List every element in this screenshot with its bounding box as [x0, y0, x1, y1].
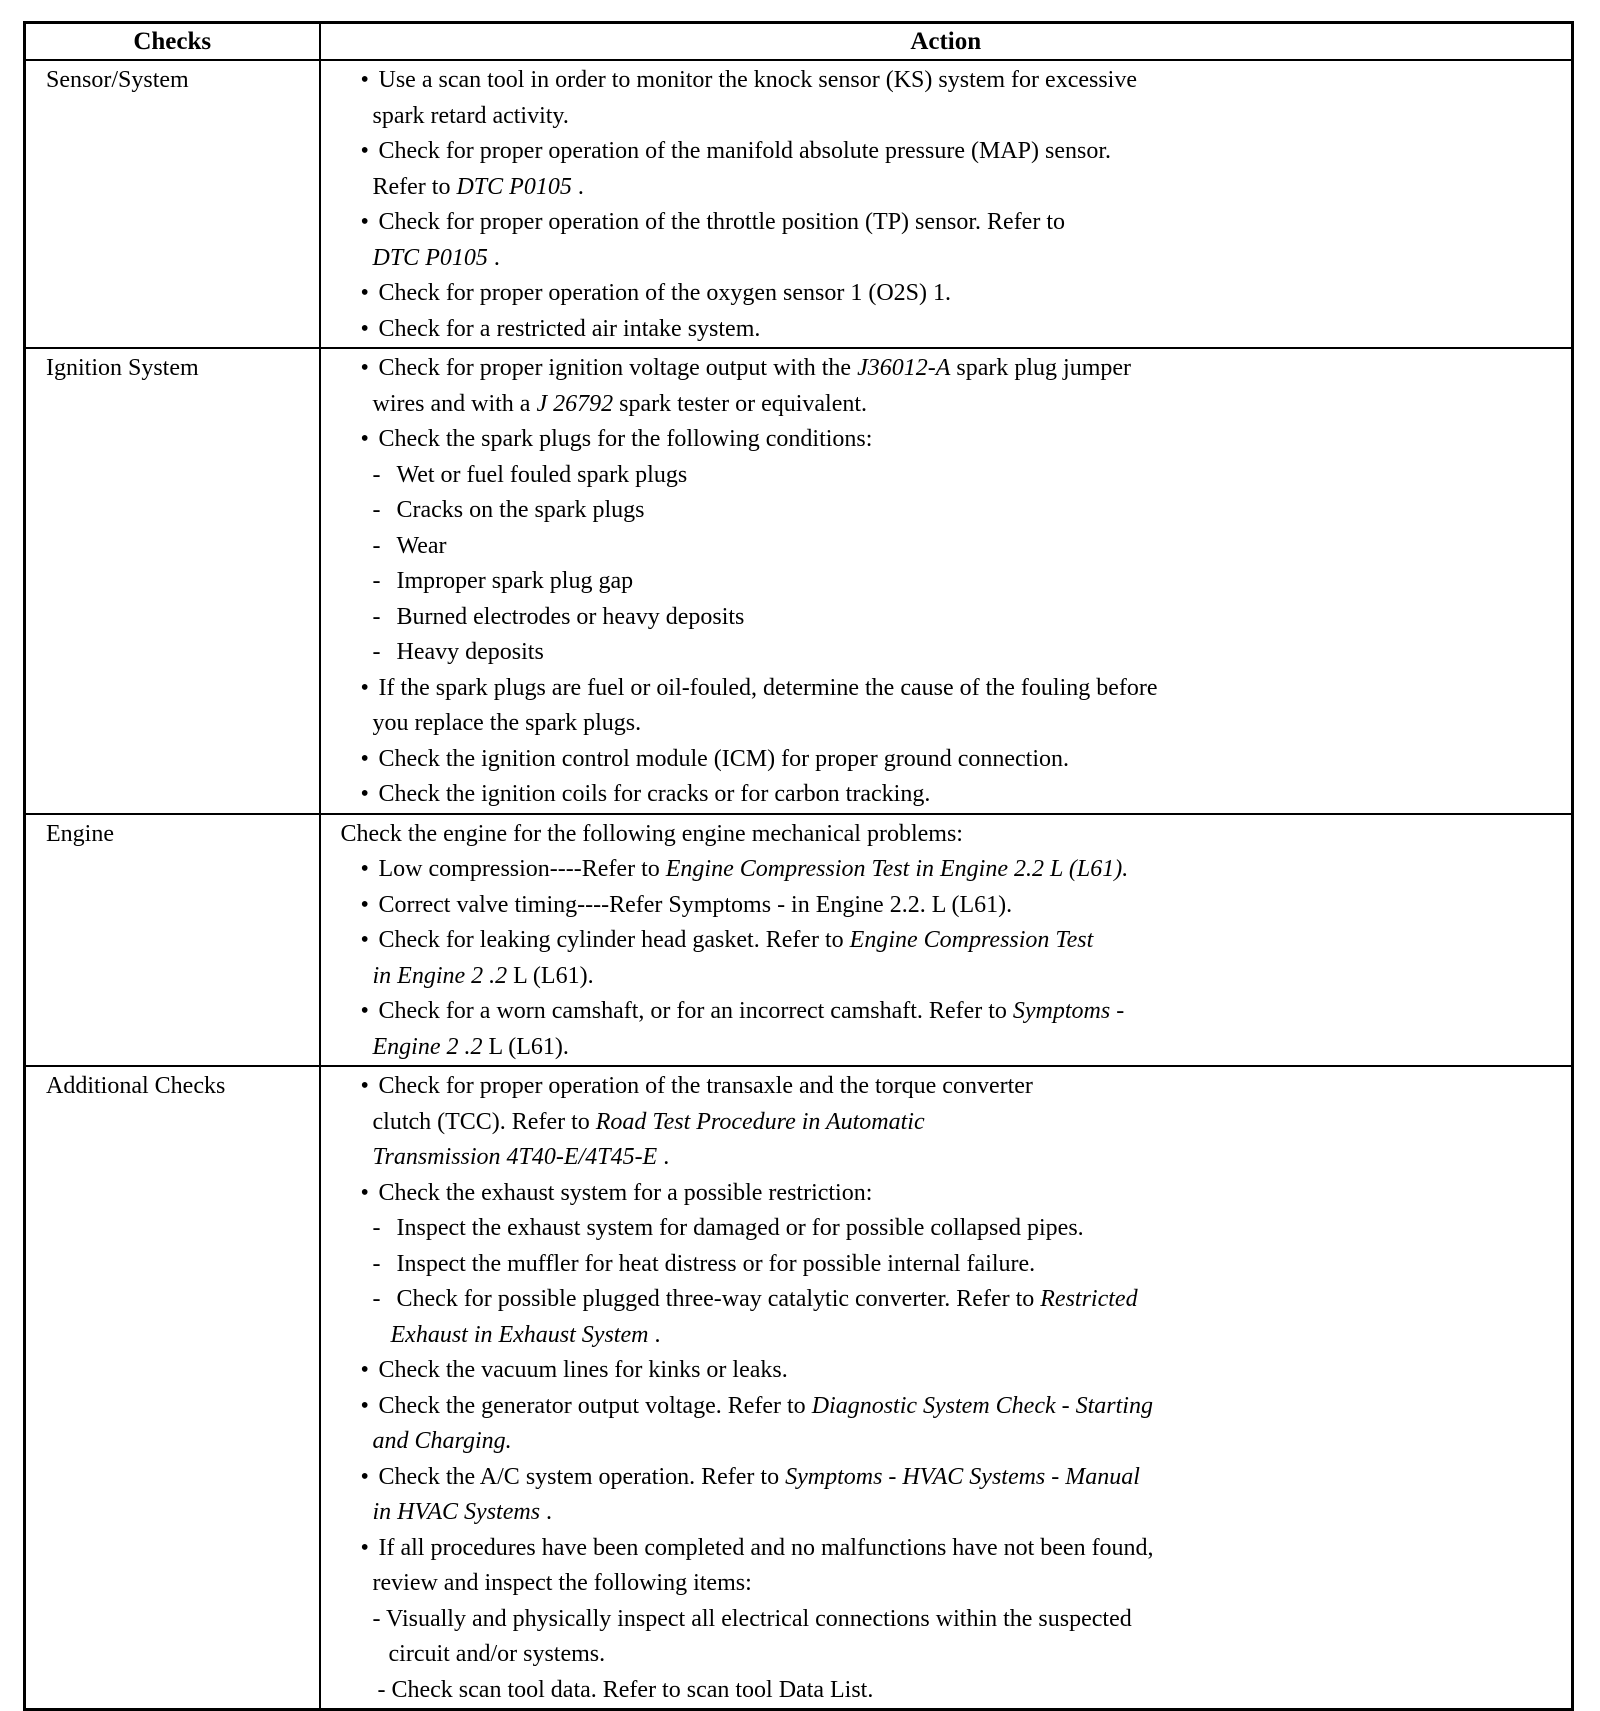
reference-text: Restricted — [1040, 1286, 1138, 1312]
text-segment: Check the engine for the following engine mechanical problems: — [340, 820, 963, 847]
text-segment: Check the spark plugs for the following conditions: — [378, 426, 873, 452]
text-line — [321, 1105, 1572, 1141]
reference-text: Exhaust in Exhaust System — [390, 1321, 649, 1348]
dash-item — [321, 564, 1572, 600]
text-line — [321, 1673, 1572, 1709]
text-segment: Check the generator output voltage. Refer to — [378, 1392, 812, 1419]
bullet-item — [321, 888, 1572, 924]
bullet-item — [321, 852, 1572, 888]
table-row — [25, 60, 1573, 348]
text-line — [321, 706, 1572, 742]
bullet-item — [321, 351, 1572, 387]
dash-icon: - — [372, 461, 381, 488]
dash-item — [321, 529, 1572, 565]
text-line — [321, 1495, 1572, 1531]
text-line — [321, 1637, 1572, 1673]
text-segment: Wear — [396, 532, 447, 559]
table-row — [25, 348, 1573, 814]
dash-item — [321, 1247, 1572, 1283]
reference-text: DTC P0105 — [456, 173, 572, 200]
header-action: Action — [320, 23, 1573, 61]
text-line — [321, 387, 1572, 423]
bullet-icon: • — [360, 209, 369, 235]
header-checks: Checks — [25, 23, 320, 61]
bullet-item — [321, 1460, 1572, 1496]
table-row — [25, 1066, 1573, 1710]
text-segment: If all procedures have been completed and no malfunctions have not been found, — [378, 1534, 1154, 1561]
text-segment: L (L61). — [482, 1033, 569, 1060]
reference-text: J36012-A — [857, 355, 951, 381]
dash-icon: - — [372, 603, 381, 630]
diagnostic-checks-table — [23, 21, 1574, 1711]
reference-text: in Engine 2 .2 — [372, 962, 508, 989]
text-line — [321, 1318, 1572, 1354]
action-cell — [320, 1066, 1573, 1710]
bullet-icon: • — [360, 1463, 369, 1490]
text-segment: Refer to — [372, 173, 457, 200]
reference-text: Engine Compression Test in Engine 2.2 L (L61). — [665, 856, 1129, 882]
text-segment: Check for proper ignition voltage output with the — [378, 355, 858, 381]
dash-icon: - — [372, 639, 381, 665]
text-segment: Check the A/C system operation. Refer to — [378, 1463, 786, 1490]
text-segment: Use a scan tool in order to monitor the knock sensor (KS) system for excessive — [378, 67, 1137, 93]
dash-item — [321, 1282, 1572, 1318]
text-segment: Check for possible plugged three-way catalytic converter. Refer to — [396, 1286, 1041, 1312]
text-segment: review and inspect the following items: — [372, 1570, 752, 1596]
text-segment: Check the exhaust system for a possible restriction: — [378, 1179, 873, 1206]
text-line — [321, 241, 1572, 277]
bullet-icon: • — [360, 426, 369, 452]
reference-text: DTC P0105 — [372, 244, 488, 271]
dash-item — [321, 635, 1572, 671]
text-segment: . — [571, 173, 584, 200]
text-segment: you replace the spark plugs. — [372, 710, 642, 736]
dash-icon: - — [372, 568, 381, 594]
text-segment: Check for leaking cylinder head gasket. Refer to — [378, 927, 850, 953]
dash-item — [321, 458, 1572, 494]
action-cell — [320, 348, 1573, 814]
bullet-item — [321, 1389, 1572, 1425]
text-segment: Check the ignition control module (ICM) for proper ground connection. — [378, 745, 1070, 772]
bullet-item — [321, 671, 1572, 707]
text-segment: . — [657, 1144, 670, 1170]
action-cell — [320, 60, 1573, 348]
bullet-item — [321, 205, 1572, 241]
dash-icon: - — [372, 1250, 381, 1277]
text-segment: wires and with a — [372, 390, 537, 417]
bullet-icon: • — [360, 1392, 369, 1419]
text-segment: - Visually and physically inspect all electrical connections within the suspected — [372, 1605, 1132, 1632]
text-segment: circuit and/or systems. — [388, 1641, 606, 1667]
text-segment: Inspect the exhaust system for damaged or for possible collapsed pipes. — [396, 1215, 1084, 1241]
bullet-item — [321, 276, 1572, 312]
text-segment: Low compression----Refer to — [378, 856, 666, 882]
text-segment: Check for proper operation of the oxygen sensor 1 (O2S) 1. — [378, 280, 952, 306]
check-category: Sensor/System — [25, 60, 320, 348]
text-segment: Check for a restricted air intake system. — [378, 315, 761, 342]
text-segment: Check for proper operation of the manifold absolute pressure (MAP) sensor. — [378, 138, 1111, 164]
check-category: Engine — [25, 814, 320, 1067]
bullet-item — [321, 1531, 1572, 1567]
text-segment: Inspect the muffler for heat distress or for possible internal failure. — [396, 1250, 1036, 1277]
text-line — [321, 170, 1572, 206]
bullet-icon: • — [360, 998, 369, 1024]
bullet-item — [321, 422, 1572, 458]
table-row — [25, 814, 1573, 1067]
dash-icon: - — [372, 532, 381, 559]
bullet-icon: • — [360, 315, 369, 342]
bullet-item — [321, 312, 1572, 348]
text-line — [321, 99, 1572, 135]
bullet-icon: • — [360, 856, 369, 882]
text-segment: Wet or fuel fouled spark plugs — [396, 461, 688, 488]
bullet-icon: • — [360, 891, 369, 918]
bullet-icon: • — [360, 355, 369, 381]
dash-icon: - — [372, 497, 381, 523]
bullet-item — [321, 1069, 1572, 1105]
text-line — [321, 1424, 1572, 1460]
bullet-item — [321, 1353, 1572, 1389]
text-segment: Heavy deposits — [396, 639, 544, 665]
bullet-icon: • — [360, 1073, 369, 1099]
text-segment: spark retard activity. — [372, 102, 569, 129]
text-segment: . — [487, 244, 500, 271]
bullet-item — [321, 742, 1572, 778]
text-line — [321, 817, 1572, 853]
text-segment: Correct valve timing----Refer Symptoms - in Engine 2.2. L (L61). — [378, 891, 1013, 918]
bullet-icon: • — [360, 280, 369, 306]
bullet-icon: • — [360, 1179, 369, 1206]
bullet-icon: • — [360, 745, 369, 772]
bullet-icon: • — [360, 138, 369, 164]
bullet-icon: • — [360, 1534, 369, 1561]
reference-text: Road Test Procedure in Automatic — [595, 1108, 925, 1135]
text-line — [321, 959, 1572, 995]
bullet-item — [321, 923, 1572, 959]
text-segment: Check for a worn camshaft, or for an incorrect camshaft. Refer to — [378, 998, 1013, 1024]
bullet-icon: • — [360, 781, 369, 807]
check-category: Additional Checks — [25, 1066, 320, 1710]
text-segment: Check for proper operation of the transaxle and the torque converter — [378, 1073, 1033, 1099]
reference-text: Engine 2 .2 — [372, 1033, 483, 1060]
text-segment: Improper spark plug gap — [396, 568, 634, 594]
action-cell — [320, 814, 1573, 1067]
text-segment: Cracks on the spark plugs — [396, 497, 645, 523]
text-segment: spark plug jumper — [950, 355, 1132, 381]
text-segment: Check for proper operation of the throttle position (TP) sensor. Refer to — [378, 209, 1065, 235]
check-category: Ignition System — [25, 348, 320, 814]
reference-text: Diagnostic System Check - Starting — [811, 1392, 1153, 1419]
text-segment: - Check scan tool data. Refer to scan tool Data List. — [377, 1676, 874, 1703]
bullet-item — [321, 777, 1572, 813]
reference-text: Transmission 4T40-E/4T45-E — [372, 1144, 658, 1170]
bullet-item — [321, 63, 1572, 99]
text-line — [321, 1030, 1572, 1066]
text-segment: . — [648, 1321, 661, 1348]
text-segment: clutch (TCC). Refer to — [372, 1108, 596, 1135]
text-segment: spark tester or equivalent. — [613, 390, 868, 417]
reference-text: Symptoms - HVAC Systems - Manual — [785, 1463, 1140, 1490]
bullet-item — [321, 994, 1572, 1030]
reference-text: in HVAC Systems — [372, 1499, 541, 1525]
dash-icon: - — [372, 1286, 381, 1312]
bullet-item — [321, 1176, 1572, 1212]
text-segment: Check the ignition coils for cracks or for carbon tracking. — [378, 781, 931, 807]
text-segment: L (L61). — [507, 962, 594, 989]
bullet-item — [321, 134, 1572, 170]
text-segment: Check the vacuum lines for kinks or leaks. — [378, 1357, 788, 1383]
bullet-icon: • — [360, 927, 369, 953]
text-line — [321, 1566, 1572, 1602]
text-segment: Burned electrodes or heavy deposits — [396, 603, 745, 630]
reference-text: Engine Compression Test — [849, 927, 1094, 953]
text-line — [321, 1140, 1572, 1176]
text-segment: . — [540, 1499, 553, 1525]
reference-text: Symptoms - — [1012, 998, 1125, 1024]
reference-text: and Charging. — [372, 1428, 512, 1454]
dash-item — [321, 600, 1572, 636]
dash-item — [321, 1211, 1572, 1247]
text-line — [321, 1602, 1572, 1638]
table-header-row — [25, 23, 1573, 61]
reference-text: J 26792 — [536, 390, 614, 417]
bullet-icon: • — [360, 1357, 369, 1383]
bullet-icon: • — [360, 674, 369, 701]
dash-icon: - — [372, 1215, 381, 1241]
bullet-icon: • — [360, 67, 369, 93]
text-segment: If the spark plugs are fuel or oil-fouled, determine the cause of the fouling before — [378, 674, 1158, 701]
dash-item — [321, 493, 1572, 529]
